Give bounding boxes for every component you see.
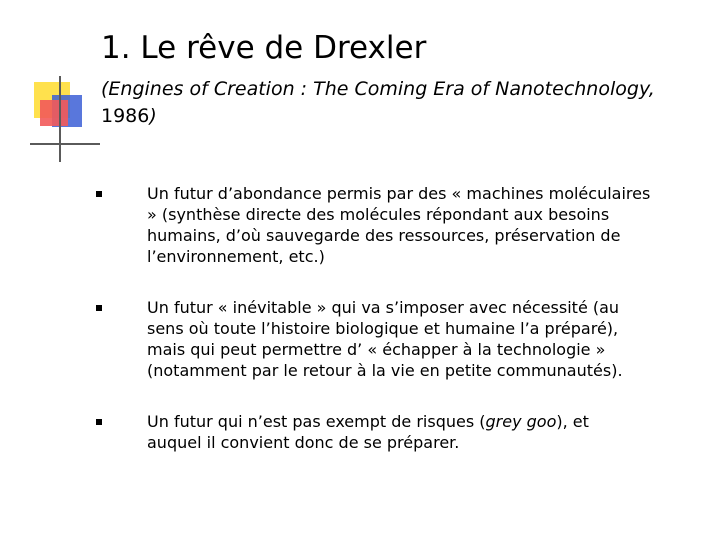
bullet-text: Un futur d’abondance permis par des « machines moléculaires » (synthèse directe des molécules répondant aux besoins humains, d’où sauvegarde des ressources, préservation de l’environnement, etc.)	[147, 184, 651, 266]
subtitle-book-title: (Engines of Creation : The Coming Era of Nanotechnology,	[101, 78, 655, 100]
square-bullet-icon	[96, 191, 102, 197]
bullet-text-after: ), et auquel il convient donc de se préparer.	[147, 412, 589, 452]
grey-goo-term: grey goo	[485, 412, 557, 431]
square-bullet-icon	[96, 419, 102, 425]
red-square	[40, 100, 68, 126]
subtitle-closing: )	[149, 105, 157, 127]
bullet-list	[96, 183, 686, 453]
square-bullet-icon	[96, 305, 102, 311]
bullet-text	[147, 412, 589, 452]
subtitle-year: 1986	[101, 105, 150, 127]
slide-title: 1. Le rêve de Drexler	[101, 30, 427, 66]
list-item	[96, 297, 686, 381]
list-item	[96, 411, 686, 453]
bullet-text-before: Un futur qui n’est pas exempt de risques (	[147, 412, 486, 431]
bullet-text: Un futur « inévitable » qui va s’imposer avec nécessité (au sens où toute l’histoire biologique et humaine l’a préparé), mais qui peut permettre d’ « échapper à la technologie » (notamment par le retour à la vie en petite communautés).	[147, 298, 623, 380]
title-decoration	[0, 0, 110, 170]
slide-subtitle	[101, 76, 711, 130]
list-item	[96, 183, 686, 267]
